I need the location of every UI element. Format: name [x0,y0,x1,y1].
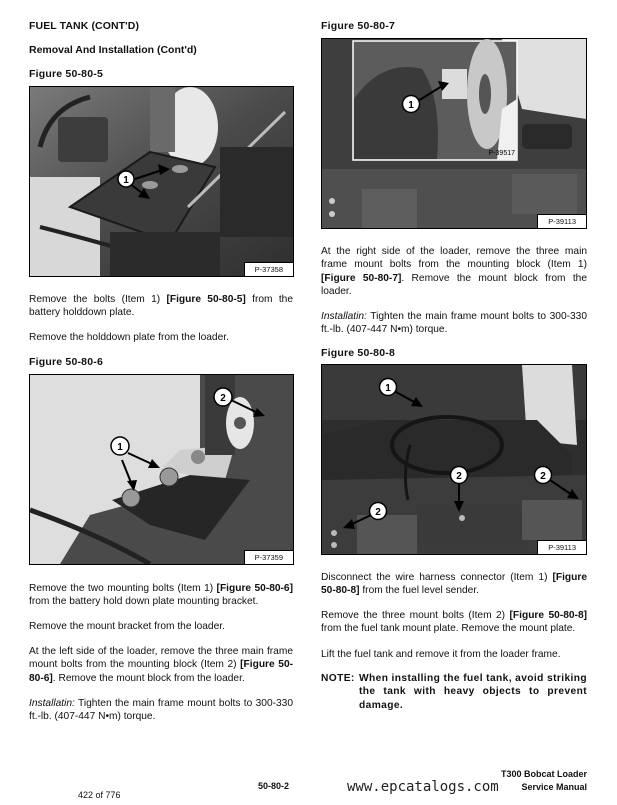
text: from the fuel level sender. [359,585,479,597]
section-title: FUEL TANK (CONT'D) [29,20,140,32]
manual-title-line-1: T300 Bobcat Loader [500,769,587,779]
text: Tighten the main frame mount bolts to 300-330 ft.-lb. (407-447 N•m) torque. [321,311,587,336]
text: Remove the three mount bolts (Item 2) [321,610,510,621]
installation-label: Installatin: [321,311,367,322]
paragraph-remove-bolts [29,293,293,320]
text: At the right side of the loader, remove the three main frame mount bolts from the mounting block (Item 1) [321,246,587,271]
text: . Remove the mount block from the loader. [321,272,587,297]
manual-title-line-2: Service Manual [521,782,587,792]
callout-1-label: 1 [123,175,129,186]
figure-reference: [Figure 50-80-7] [321,272,402,284]
paragraph-remove-mount-bolts [321,609,587,636]
paragraph-disconnect-harness [321,571,587,598]
figure-photo-50-80-7 [321,38,587,229]
text: Remove the bolts (Item 1) [29,294,167,305]
callout-2-label: 2 [540,471,546,482]
callout-1-label: 1 [117,442,123,453]
photo-right-mounting-block [322,39,586,228]
figure-reference: [Figure 50-80-6] [216,583,293,594]
installation-label: Installatin: [29,698,75,709]
note-label: NOTE: [321,673,355,684]
page-number: 50-80-2 [258,781,290,791]
paragraph-remove-mounting-bolts [29,582,293,609]
paragraph-left-side-mount-bolts [29,645,293,685]
page-counter: 422 of 776 [78,790,121,800]
text: from the battery holddown plate. [29,294,293,319]
text: At the left side of the loader, remove the three main frame mount bolts from the mounting block (Item 2) [29,646,293,671]
callout-1-label: 1 [385,383,391,394]
callout-2-label: 2 [220,393,226,404]
photo-mounting-bracket [30,375,293,564]
figure-reference: [Figure 50-80-8] [509,610,588,621]
photo-fuel-tank [322,365,586,554]
paragraph-installation-torque-left [29,697,293,724]
inset-photo-id-label: P-39517 [488,150,515,157]
callout-2-label: 2 [456,471,462,482]
figure-caption-50-80-8: Figure 50-80-8 [321,347,395,359]
photo-id-label: P-37358 [244,262,293,276]
text: Disconnect the wire harness connector (Item 1) [321,572,553,583]
photo-battery-holddown-plate [30,87,293,276]
watermark-link[interactable]: www.epcatalogs.com [347,779,499,795]
photo-id-label: P-39113 [537,214,586,228]
note-text: When installing the fuel tank, avoid striking the tank with heavy objects to prevent damage. [359,673,587,711]
paragraph-installation-torque-right [321,310,587,337]
paragraph-remove-holddown-plate: Remove the holddown plate from the loader. [29,332,229,343]
paragraph-lift-fuel-tank: Lift the fuel tank and remove it from the loader frame. [321,649,561,660]
text: Tighten the main frame mount bolts to 300-330 ft.-lb. (407-447 N•m) torque. [29,698,293,723]
photo-id-label: P-37359 [244,550,293,564]
text: from the battery hold down plate mounting bracket. [29,596,259,608]
figure-reference: [Figure 50-80-5] [166,294,246,305]
figure-photo-50-80-8 [321,364,587,555]
text: Remove the two mounting bolts (Item 1) [29,583,217,594]
note-block [321,672,587,712]
subsection-title: Removal And Installation (Cont'd) [29,44,197,56]
figure-reference: [Figure 50-80-6] [29,659,294,684]
text: from the fuel tank mount plate. Remove the mount plate. [321,623,576,635]
photo-id-label: P-39113 [537,540,586,554]
figure-photo-50-80-5 [29,86,294,277]
figure-caption-50-80-5: Figure 50-80-5 [29,68,103,80]
figure-photo-50-80-6 [29,374,294,565]
callout-2-label: 2 [375,507,381,518]
paragraph-remove-mount-bracket: Remove the mount bracket from the loader. [29,621,225,632]
text: . Remove the mount block from the loader. [52,672,245,684]
figure-caption-50-80-6: Figure 50-80-6 [29,356,103,368]
figure-caption-50-80-7: Figure 50-80-7 [321,20,395,32]
figure-reference: [Figure 50-80-8] [321,572,587,597]
paragraph-right-side-mount-bolts [321,245,587,298]
callout-1-label: 1 [408,100,414,111]
